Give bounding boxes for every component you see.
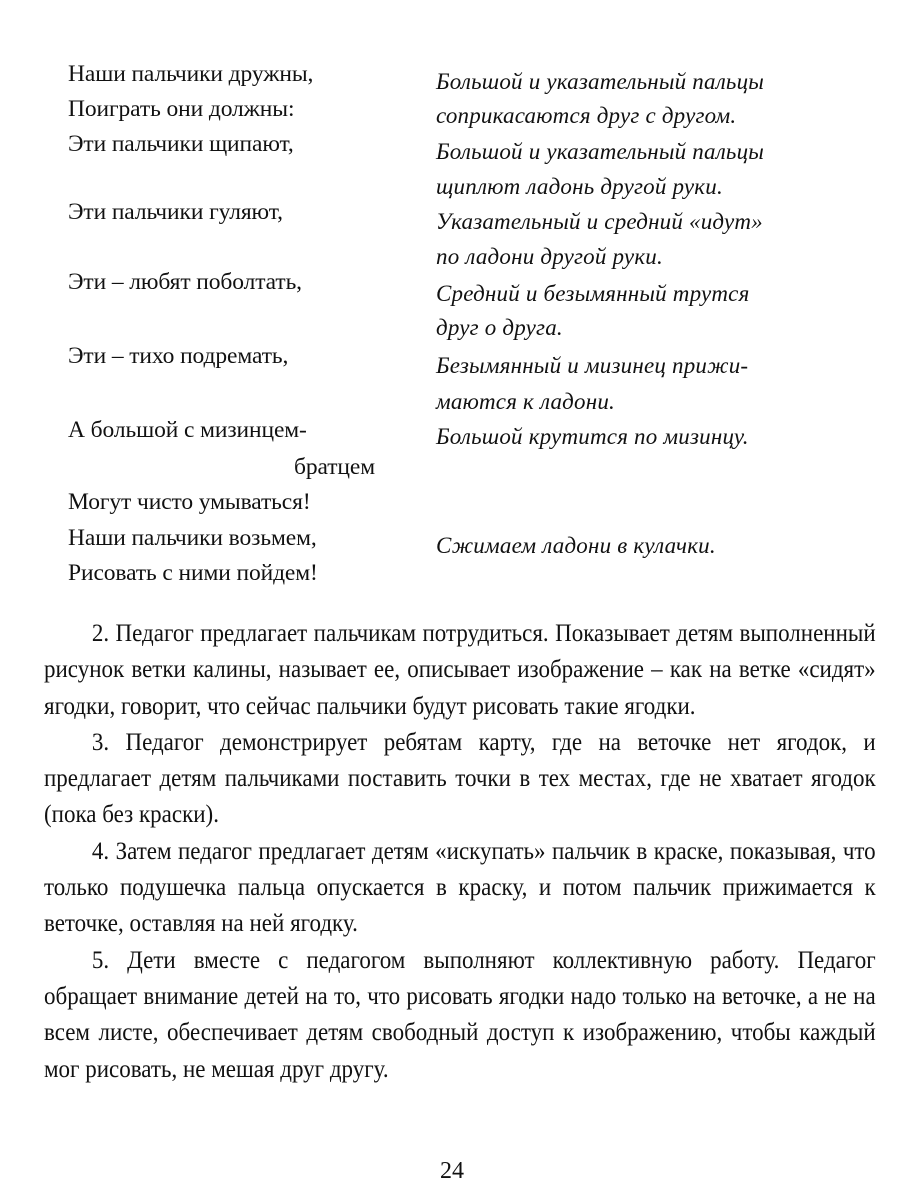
poem-line: братцем — [294, 454, 375, 480]
poem-line: Эти пальчики гуляют, — [68, 199, 283, 225]
poem-line: Наши пальчики возьмем, — [68, 525, 317, 551]
action-line: друг о друга. — [436, 315, 563, 340]
action-line: Большой крутится по мизинцу. — [436, 424, 749, 449]
action-line: Большой и указательный пальцы — [436, 69, 765, 94]
paragraph-step-3: 3. Педагог демонстрирует ребятам карту, где на веточке нет ягодок, и предлагает детям пальчиками поставить точки в тех местах, где не хватает ягодок (пока без краски). — [44, 728, 876, 829]
action-line: по ладони другой руки. — [436, 244, 663, 269]
action-line: Средний и безымянный трутся — [436, 281, 750, 306]
action-line: Сжимаем ладони в кулачки. — [436, 533, 716, 558]
paragraph-step-5: 5. Дети вместе с педагогом выполняют коллективную работу. Педагог обращает внимание детей на то, что рисовать ягодки надо только на веточке, а не на всем листе, обеспечивает детям свободный доступ к изображению, чтобы каждый мог рисовать, не мешая друг другу. — [44, 946, 876, 1083]
poem-line: Эти – любят поболтать, — [68, 269, 302, 295]
action-line: Указательный и средний «идут» — [436, 209, 763, 234]
poem-line: Эти пальчики щипают, — [68, 131, 294, 157]
poem-line: Наши пальчики дружны, — [68, 61, 314, 87]
poem-line: Могут чисто умываться! — [68, 489, 311, 515]
poem-line: Рисовать с ними пойдем! — [68, 560, 318, 586]
action-line: щиплют ладонь другой руки. — [436, 174, 723, 199]
paragraph-step-2: 2. Педагог предлагает пальчикам потрудиться. Показывает детям выполненный рисунок ветки калины, называет ее, описывает изображение – как на ветке «сидят» ягодки, говорит, что сейчас пальчики будут рисовать такие ягодки. — [44, 620, 876, 720]
poem-line: А большой с мизинцем- — [68, 417, 307, 443]
action-line: соприкасаются друг с другом. — [436, 103, 737, 128]
page-number: 24 — [440, 1158, 464, 1184]
poem-line: Эти – тихо подремать, — [68, 343, 289, 369]
action-line: Большой и указательный пальцы — [436, 139, 765, 164]
paragraph-step-4: 4. Затем педагог предлагает детям «искупать» пальчик в краске, показывая, что только подушечка пальца опускается в краску, и потом пальчик прижимается к веточке, оставляя на ней ягодку. — [44, 837, 876, 938]
instructions-body — [44, 616, 876, 1088]
poem-line: Поиграть они должны: — [68, 96, 295, 122]
action-line: маются к ладони. — [436, 389, 615, 414]
action-line: Безымянный и мизинец прижи- — [436, 353, 749, 378]
